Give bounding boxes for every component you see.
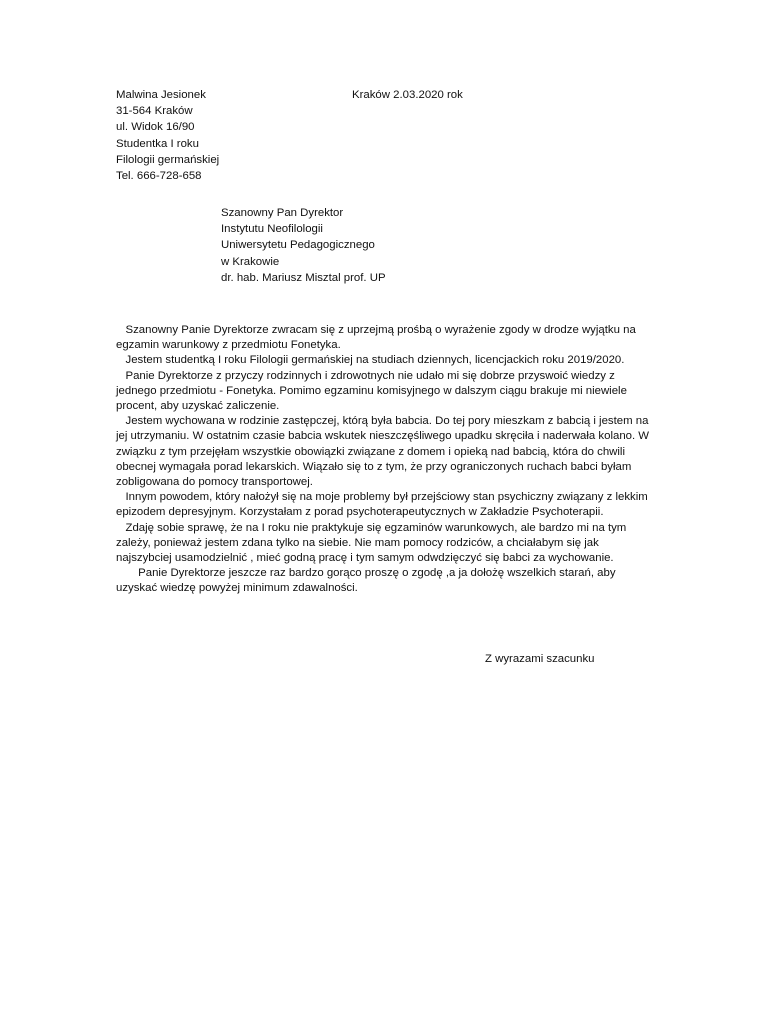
sender-address-block: [116, 87, 219, 184]
sender-postal-code-city: 31-564 Kraków: [116, 105, 193, 118]
recipient-address-block: [221, 205, 386, 286]
letter-closing: Z wyrazami szacunku: [485, 653, 595, 665]
sender-department: Filologii germańskiej: [116, 153, 220, 166]
recipient-university: Uniwersytetu Pedagogicznego: [221, 239, 375, 252]
body-paragraph: Jestem wychowana w rodzinie zastępczej, którą była babcia. Do tej pory mieszkam z babcią i jestem na jej utrzymaniu. W ostatnim czasie babcia wskutek nieszczęśliwego upadku skręciła i naderwała kolano. W związku z tym przejęłam wszystkie obowiązki związane z domem i opieką nad babcią, która do chwili obecnej wymagała porad lekarskich. Wiązało się to z tym, że przy ograniczonych ruchach babci byłam zobligowana do pomocy transportowej.: [116, 415, 653, 489]
recipient-name: dr. hab. Mariusz Misztal prof. UP: [221, 271, 386, 284]
sender-street: ul. Widok 16/90: [116, 121, 195, 134]
sender-name: Malwina Jesionek: [116, 89, 206, 101]
recipient-institute: Instytutu Neofilologii: [221, 223, 323, 236]
body-paragraph: Zdaję sobie sprawę, że na I roku nie praktykuje się egzaminów warunkowych, ale bardzo mi na tym zależy, ponieważ jestem zdana tylko na siebie. Nie mam pomocy rodziców, a chciałabym się jak najszybciej usamodzielnić , mieć godną pracę i tym samym odwdzięczyć się babci za wychowanie.: [116, 521, 630, 565]
sender-status: Studentka I roku: [116, 137, 199, 150]
body-paragraph: Szanowny Panie Dyrektorze zwracam się z uprzejmą prośbą o wyrażenie zgody w drodze wyjątku na egzamin warunkowy z przedmiotu Fonetyka.: [116, 324, 639, 352]
letter-body: [116, 323, 656, 597]
body-paragraph: Innym powodem, który nałożył się na moje problemy był przejściowy stan psychiczny związany z lekkim epizodem depresyjnym. Korzystałam z porad psychoterapeutycznych w Zakładzie Psychoterapii.: [116, 491, 651, 519]
recipient-city: w Krakowie: [221, 255, 280, 268]
recipient-salutation-title: Szanowny Pan Dyrektor: [221, 207, 344, 219]
body-paragraph: Jestem studentką I roku Filologii germańskiej na studiach dziennych, licencjackich roku 2019/2020.: [116, 354, 625, 367]
sender-phone: Tel. 666-728-658: [116, 170, 202, 183]
letter-date: Kraków 2.03.2020 rok: [352, 89, 463, 101]
body-paragraph: Panie Dyrektorze z przyczy rodzinnych i zdrowotnych nie udało mi się dobrze przyswoić wiedzy z jednego przedmiotu - Fonetyka. Pomimo egzaminu komisyjnego w dalszym ciągu brakuje mi niewiele procent, aby uzyskać zaliczenie.: [116, 369, 631, 413]
body-paragraph: Panie Dyrektorze jeszcze raz bardzo gorąco proszę o zgodę ,a ja dołożę wszelkich starań, aby uzyskać wiedzę powyżej minimum zdawalności.: [116, 567, 619, 595]
